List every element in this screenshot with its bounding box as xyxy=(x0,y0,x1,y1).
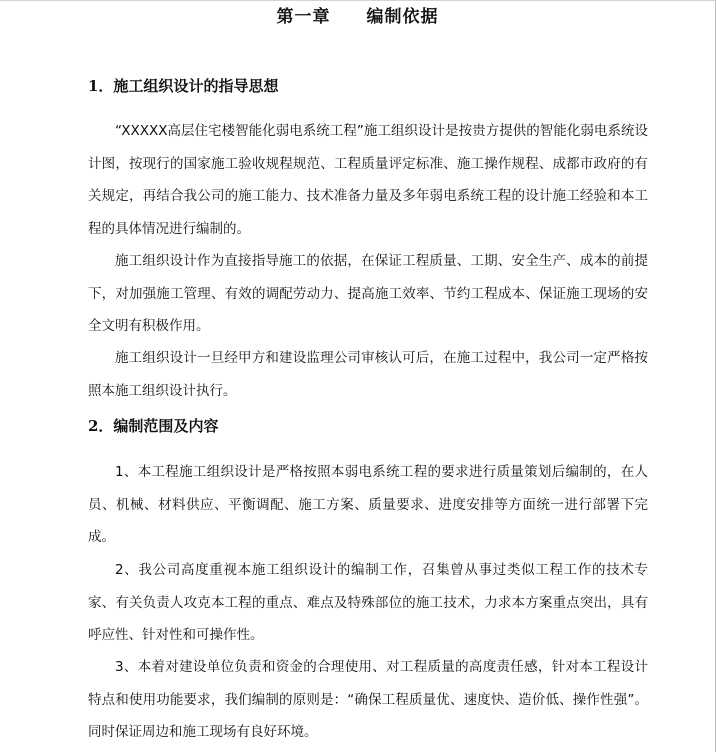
section-2-paragraph-1: 1、本工程施工组织设计是严格按照本弱电系统工程的要求进行质量策划后编制的，在人员、机械、材料供应、平衡调配、施工方案、质量要求、进度安排等方面统一进行部署下完成。 xyxy=(88,464,648,545)
section-2-paragraph-3: 3、本着对建设单位负责和资金的合理使用、对工程质量的高度责任感，针对本工程设计特点和使用功能要求，我们编制的原则是：“确保工程质量优、速度快、造价低、操作性强”。同时保证周边和施工现场有良好环境。 xyxy=(88,659,648,740)
section-heading-1: 1．施工组织设计的指导思想 xyxy=(88,77,279,95)
section-heading-2: 2．编制范围及内容 xyxy=(88,417,219,435)
chapter-title: 第一章 编制依据 xyxy=(276,7,439,27)
section-1-paragraph-3: 施工组织设计一旦经甲方和建设监理公司审核认可后，在施工过程中，我公司一定严格按照本施工组织设计执行。 xyxy=(88,350,648,399)
section-2-paragraph-2: 2、我公司高度重视本施工组织设计的编制工作，召集曾从事过类似工程工作的技术专家、有关负责人攻克本工程的重点、难点及特殊部位的施工技术，力求本方案重点突出，具有呼应性、针对性和可操作性。 xyxy=(88,562,648,643)
section-1-paragraph-2: 施工组织设计作为直接指导施工的依据，在保证工程质量、工期、安全生产、成本的前提下，对加强施工管理、有效的调配劳动力、提高施工效率、节约工程成本、保证施工现场的安全文明有积极作用。 xyxy=(88,253,648,334)
section-1-paragraph-1: “XXXXX高层住宅楼智能化弱电系统工程”施工组织设计是按贵方提供的智能化弱电系统设计图，按现行的国家施工验收规程规范、工程质量评定标准、施工操作规程、成都市政府的有关规定，再结合我公司的施工能力、技术准备力量及多年弱电系统工程的设计施工经验和本工程的具体情况进行编制的。 xyxy=(88,123,648,237)
